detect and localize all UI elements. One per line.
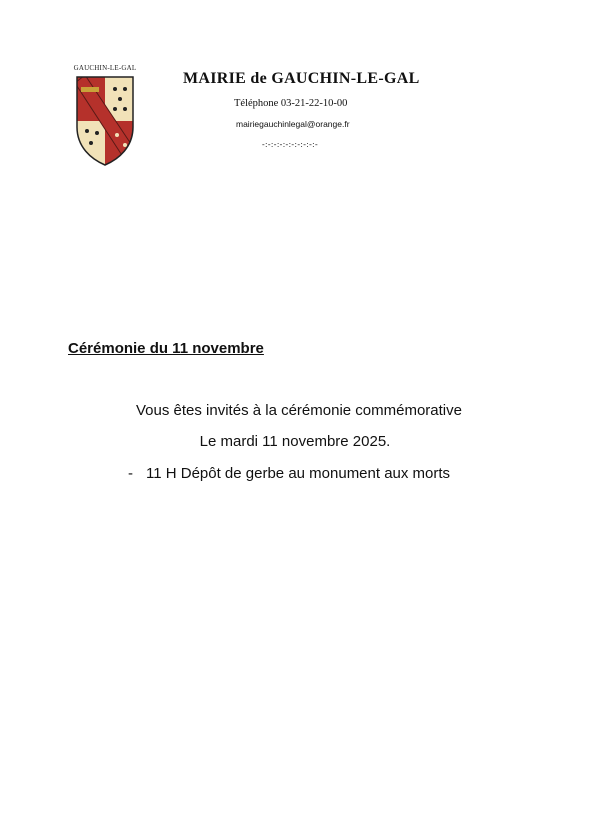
mairie-title: MAIRIE de GAUCHIN-LE-GAL bbox=[183, 70, 420, 87]
email-address: mairiegauchinlegal@orange.fr bbox=[236, 119, 350, 129]
header-separator: -:-:-:-:-:-:-:-:-:- bbox=[262, 140, 319, 149]
schedule-item bbox=[128, 465, 450, 482]
coat-of-arms-icon bbox=[75, 75, 135, 167]
ceremony-heading: Cérémonie du 11 novembre bbox=[68, 340, 264, 357]
bullet-dash: - bbox=[128, 465, 133, 482]
phone-number: Téléphone 03-21-22-10-00 bbox=[234, 98, 348, 109]
invitation-line: Vous êtes invités à la cérémonie commémorative bbox=[136, 402, 462, 419]
schedule-item-text: 11 H Dépôt de gerbe au monument aux morts bbox=[146, 465, 451, 482]
crest bbox=[72, 64, 138, 168]
date-line: Le mardi 11 novembre 2025. bbox=[199, 433, 391, 450]
crest-label: GAUCHIN-LE-GAL bbox=[73, 64, 137, 72]
